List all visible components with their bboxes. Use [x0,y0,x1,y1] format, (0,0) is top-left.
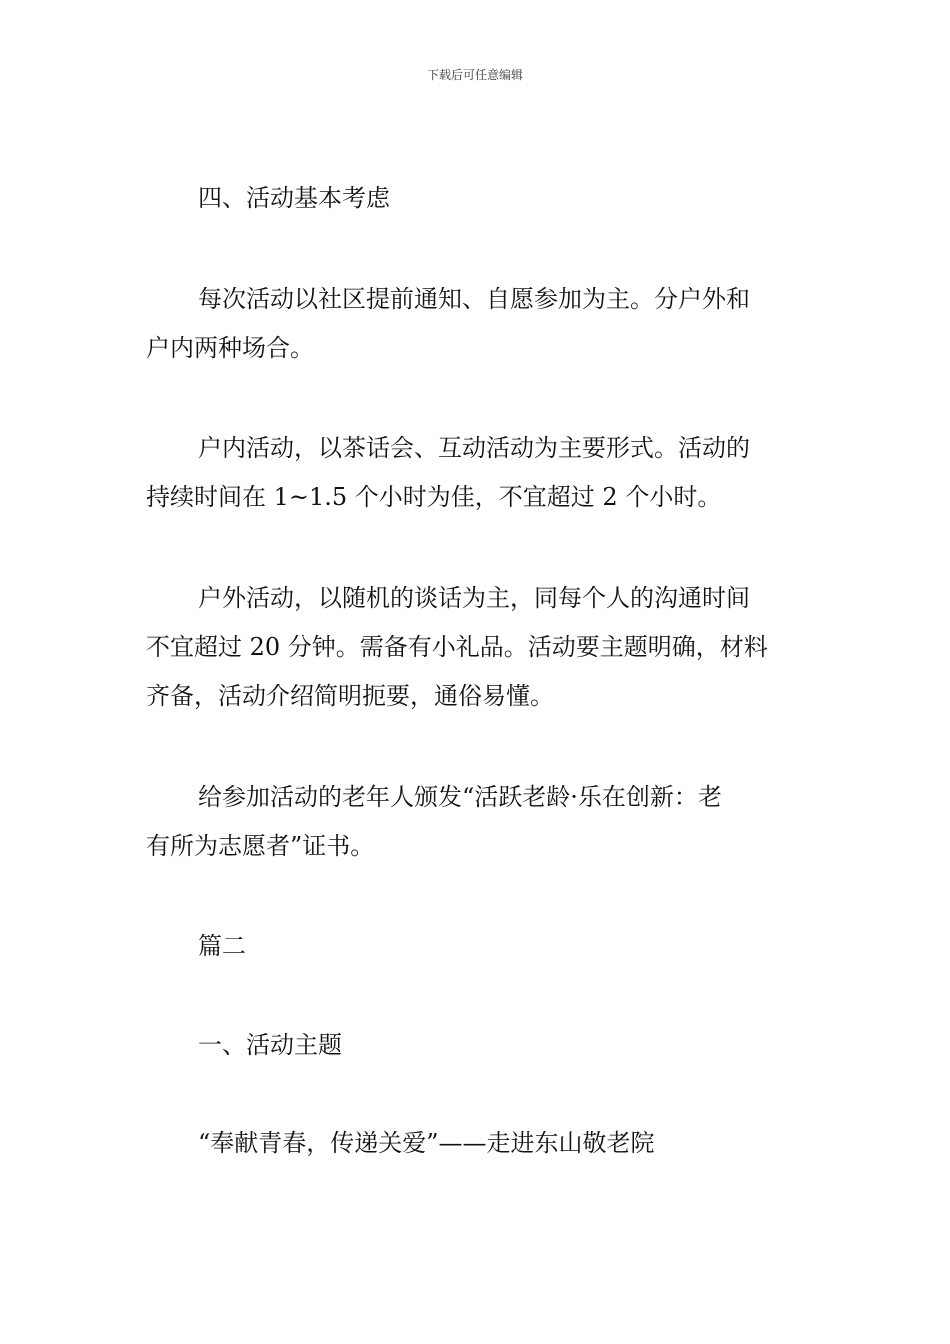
text-line: 篇二 [198,932,246,960]
text-line: 户内两种场合。 [146,334,314,362]
text-line: 持续时间在 1~1.5 个小时为佳，不宜超过 2 个小时。 [146,483,722,511]
section-heading-4 [146,174,810,223]
paragraph-participation [146,275,810,373]
section-heading-1 [146,1021,810,1070]
part-two-heading [146,922,810,971]
text-line: 有所为志愿者”证书。 [146,832,375,860]
text-line: 户内活动，以茶话会、互动活动为主要形式。活动的 [198,434,750,462]
text-line: 四、活动基本考虑 [198,184,390,212]
paragraph-certificate [146,773,810,871]
activity-theme [146,1119,810,1168]
page-header-note: 下载后可任意编辑 [426,68,523,82]
text-line: 给参加活动的老年人颁发“活跃老龄·乐在创新：老 [198,783,722,811]
paragraph-outdoor [146,574,810,721]
text-line: 齐备，活动介绍简明扼要，通俗易懂。 [146,682,554,710]
text-line: 户外活动，以随机的谈话为主，同每个人的沟通时间 [198,584,750,612]
text-line: “奉献青春，传递关爱”——走进东山敬老院 [198,1129,655,1157]
paragraph-indoor [146,424,810,522]
text-line: 不宜超过 20 分钟。需备有小礼品。活动要主题明确，材料 [146,633,768,661]
text-line: 每次活动以社区提前通知、自愿参加为主。分户外和 [198,285,750,313]
text-line: 一、活动主题 [198,1031,342,1059]
